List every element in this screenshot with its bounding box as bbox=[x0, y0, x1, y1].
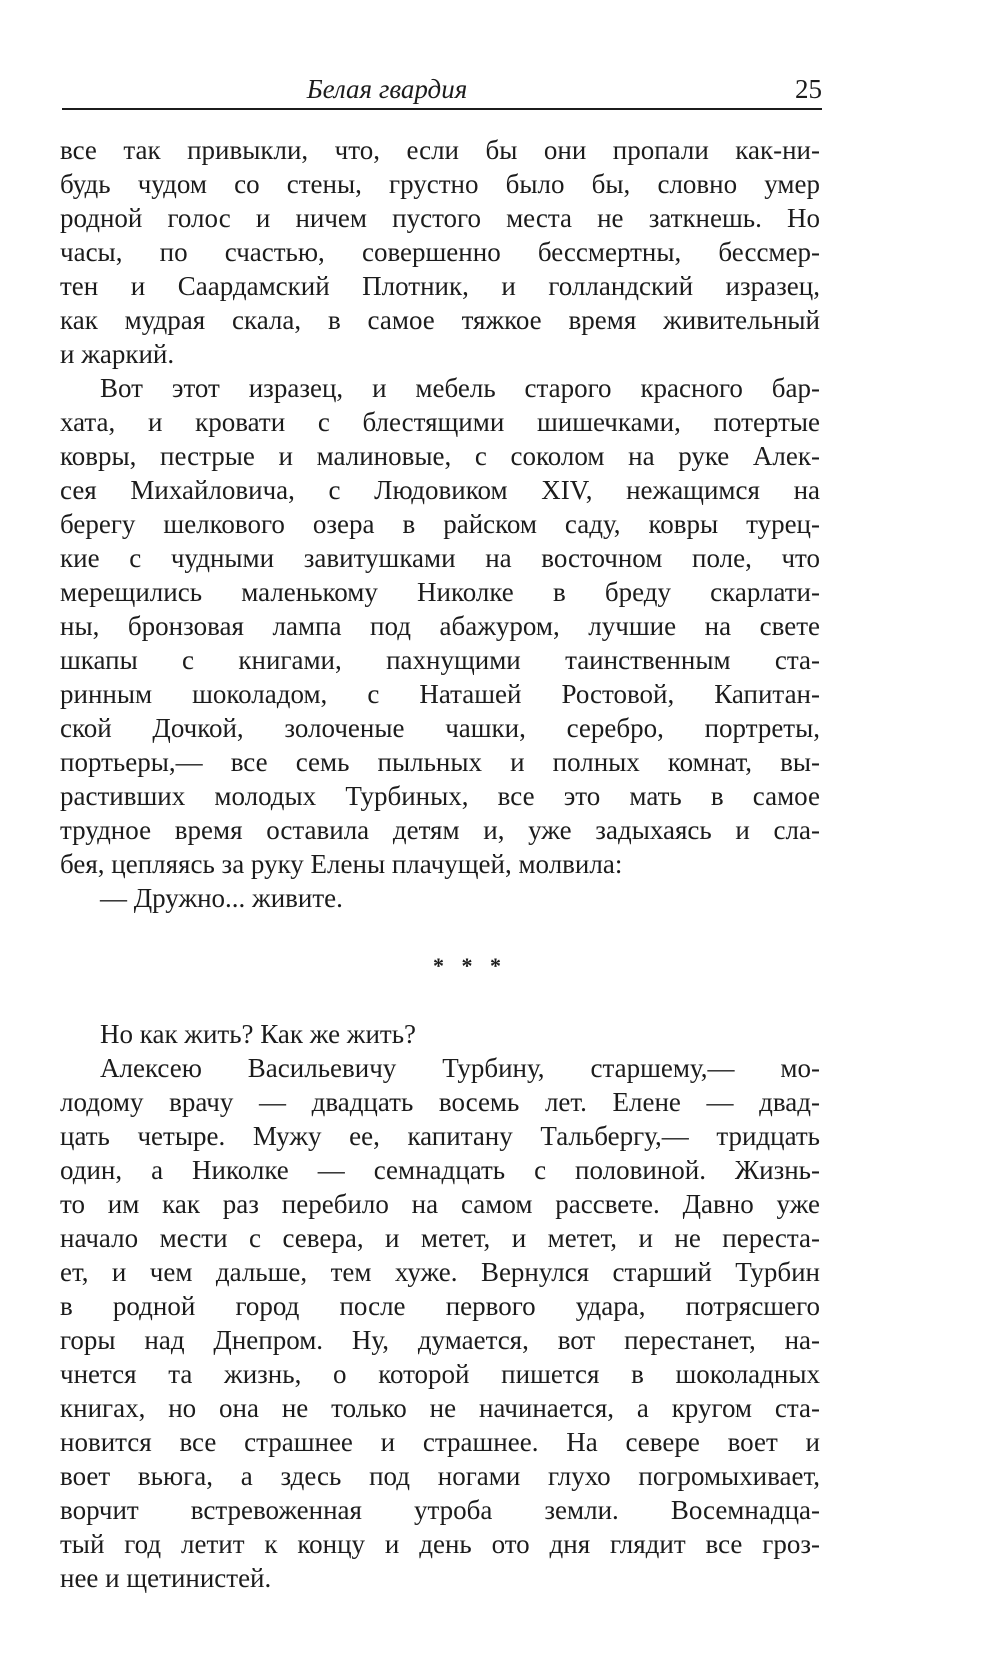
text-line: нее и щетинистей. bbox=[60, 1563, 272, 1593]
text-line: один, а Николке — семнадцать с половиной. Жизнь- bbox=[60, 1155, 820, 1185]
text-line: бея, цепляясь за руку Елены плачущей, молвила: bbox=[60, 849, 623, 879]
text-line: ет, и чем дальше, тем хуже. Вернулся старший Турбин bbox=[60, 1257, 820, 1287]
section-gap bbox=[60, 983, 820, 1017]
text-line: будь чудом со стены, грустно было бы, словно умер bbox=[60, 169, 820, 199]
dialogue-line: — Дружно... живите. bbox=[100, 883, 343, 913]
text-line: чнется та жизнь, о которой пишется в шоколадных bbox=[60, 1359, 820, 1389]
text-line: горы над Днепром. Ну, думается, вот перестанет, на- bbox=[60, 1325, 820, 1355]
text-line: Вот этот изразец, и мебель старого красного бар- bbox=[100, 373, 820, 403]
text-line: шкапы с книгами, пахнущими таинственным ста- bbox=[60, 645, 820, 675]
text-line: начало мести с севера, и метет, и метет, и не переста- bbox=[60, 1223, 820, 1253]
paragraph-2 bbox=[60, 371, 820, 881]
section-separator: * * * bbox=[433, 953, 507, 978]
header-rule bbox=[62, 108, 822, 110]
section-gap bbox=[60, 915, 820, 949]
text-line: книгах, но она не только не начинается, а кругом ста- bbox=[60, 1393, 820, 1423]
text-line: и жаркий. bbox=[60, 339, 175, 369]
text-line: ны, бронзовая лампа под абажуром, лучшие на свете bbox=[60, 611, 820, 641]
text-line: тен и Саардамский Плотник, и голландский изразец, bbox=[60, 271, 820, 301]
text-line: ской Дочкой, золоченые чашки, серебро, портреты, bbox=[60, 713, 820, 743]
paragraph-1 bbox=[60, 133, 820, 371]
text-line: лодому врачу — двадцать восемь лет. Елене — двад- bbox=[60, 1087, 820, 1117]
text-line: мерещились маленькому Николке в бреду скарлати- bbox=[60, 577, 820, 607]
text-line: все так привыкли, что, если бы они пропали как-ни- bbox=[60, 135, 820, 165]
text-line: то им как раз перебило на самом рассвете. Давно уже bbox=[60, 1189, 820, 1219]
running-title: Белая гвардия bbox=[306, 74, 468, 104]
text-line: ковры, пестрые и малиновые, с соколом на руке Алек- bbox=[60, 441, 820, 471]
text-line: сея Михайловича, с Людовиком XIV, нежащимся на bbox=[60, 475, 820, 505]
text-line: портьеры,— все семь пыльных и полных комнат, вы- bbox=[60, 747, 820, 777]
text-line: тый год летит к концу и день ото дня глядит все гроз- bbox=[60, 1529, 820, 1559]
text-line: ворчит встревоженная утроба земли. Восемнадца- bbox=[60, 1495, 820, 1525]
text-line: хата, и кровати с блестящими шишечками, потертые bbox=[60, 407, 820, 437]
text-line: берегу шелкового озера в райском саду, ковры турец- bbox=[60, 509, 820, 539]
text-line: родной голос и ничем пустого места не заткнешь. Но bbox=[60, 203, 820, 233]
text-line: новится все страшнее и страшнее. На севере воет и bbox=[60, 1427, 820, 1457]
text-line: растивших молодых Турбиных, все это мать в самое bbox=[60, 781, 820, 811]
page-number: 25 bbox=[795, 74, 822, 104]
text-line: в родной город после первого удара, потрясшего bbox=[60, 1291, 820, 1321]
text-line: Алексею Васильевичу Турбину, старшему,— мо- bbox=[100, 1053, 820, 1083]
running-head bbox=[62, 72, 822, 106]
body-text bbox=[60, 133, 820, 1595]
text-line: цать четыре. Мужу ее, капитану Тальбергу,— тридцать bbox=[60, 1121, 820, 1151]
text-line: трудное время оставила детям и, уже задыхаясь и сла- bbox=[60, 815, 820, 845]
text-line: кие с чудными завитушками на восточном поле, что bbox=[60, 543, 820, 573]
paragraph-4 bbox=[60, 1051, 820, 1595]
paragraph-3: Но как жить? Как же жить? bbox=[100, 1019, 416, 1049]
text-line: часы, по счастью, совершенно бессмертны, бессмер- bbox=[60, 237, 820, 267]
text-line: как мудрая скала, в самое тяжкое время живительный bbox=[60, 305, 820, 335]
text-line: воет вьюга, а здесь под ногами глухо погромыхивает, bbox=[60, 1461, 820, 1491]
text-line: ринным шоколадом, с Наташей Ростовой, Капитан- bbox=[60, 679, 820, 709]
